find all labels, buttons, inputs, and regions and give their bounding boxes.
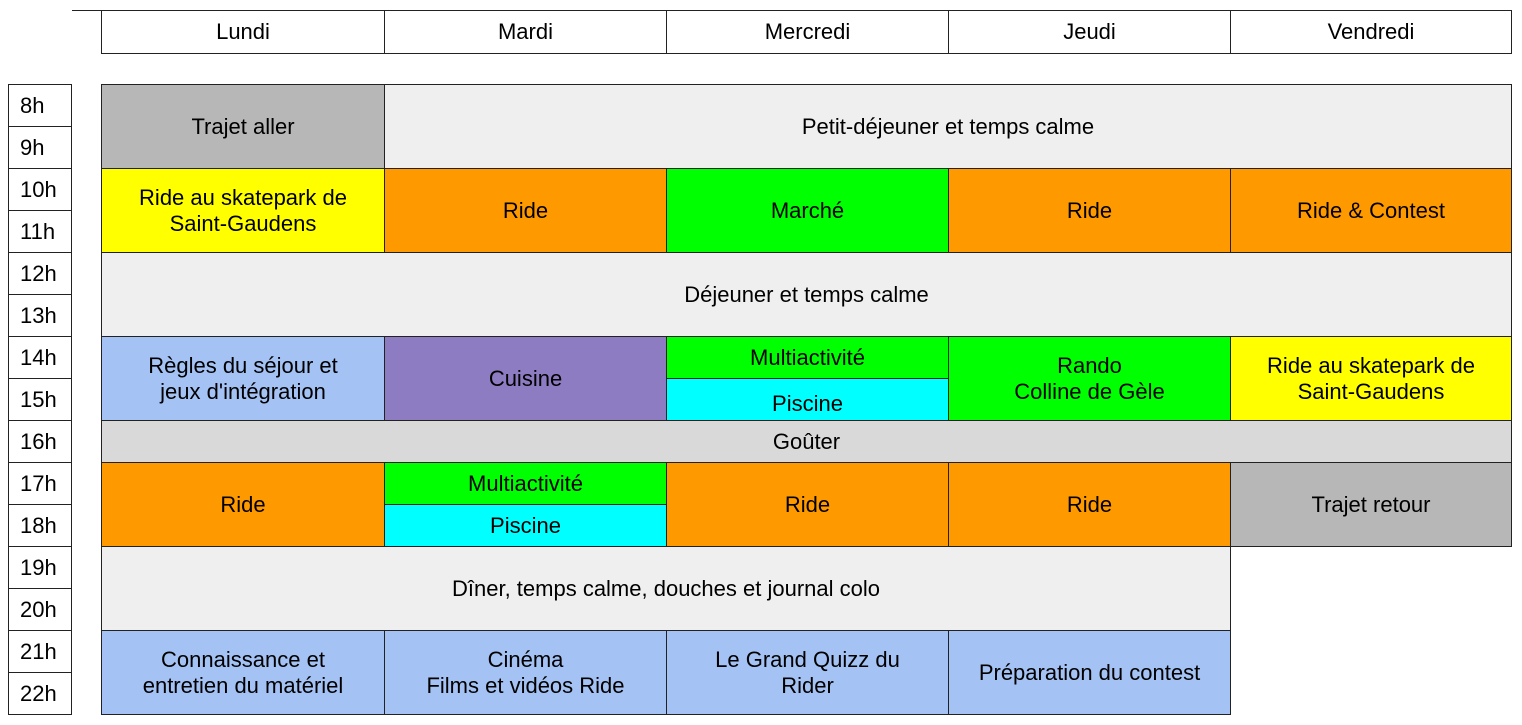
hour-label: 18h xyxy=(8,504,72,547)
activity-petit-dejeuner: Petit-déjeuner et temps calme xyxy=(384,84,1512,169)
hour-label: 12h xyxy=(8,252,72,295)
day-header-jeudi: Jeudi xyxy=(948,10,1231,54)
activity-mercredi-morning: Marché xyxy=(666,168,949,253)
activity-lundi-afternoon: Règles du séjour et jeux d'intégration xyxy=(101,336,385,421)
hour-label: 15h xyxy=(8,378,72,421)
day-header-lundi: Lundi xyxy=(101,10,385,54)
hour-label: 19h xyxy=(8,546,72,589)
activity-vendredi-late: Trajet retour xyxy=(1230,462,1512,547)
activity-gouter: Goûter xyxy=(101,420,1512,463)
activity-jeudi-evening: Préparation du contest xyxy=(948,630,1231,715)
hour-label: 21h xyxy=(8,630,72,673)
activity-vendredi-morning: Ride & Contest xyxy=(1230,168,1512,253)
activity-jeudi-morning: Ride xyxy=(948,168,1231,253)
day-header-mercredi: Mercredi xyxy=(666,10,949,54)
activity-jeudi-late: Ride xyxy=(948,462,1231,547)
hour-label: 13h xyxy=(8,294,72,337)
activity-mercredi-late: Ride xyxy=(666,462,949,547)
activity-diner: Dîner, temps calme, douches et journal colo xyxy=(101,546,1231,631)
activity-mardi-afternoon: Cuisine xyxy=(384,336,667,421)
hour-label: 14h xyxy=(8,336,72,379)
hour-label: 8h xyxy=(8,84,72,127)
day-header-vendredi: Vendredi xyxy=(1230,10,1512,54)
hour-label: 10h xyxy=(8,168,72,211)
activity-vendredi-afternoon: Ride au skatepark de Saint-Gaudens xyxy=(1230,336,1512,421)
day-header-mardi: Mardi xyxy=(384,10,667,54)
activity-lundi-late: Ride xyxy=(101,462,385,547)
hour-label: 22h xyxy=(8,672,72,715)
activity-trajet-aller: Trajet aller xyxy=(101,84,385,169)
activity-mardi-evening: Cinéma Films et vidéos Ride xyxy=(384,630,667,715)
activity-lundi-evening: Connaissance et entretien du matériel xyxy=(101,630,385,715)
activity-mardi-late-bottom: Piscine xyxy=(384,504,667,547)
activity-mercredi-afternoon-top: Multiactivité xyxy=(666,336,949,379)
activity-mardi-morning: Ride xyxy=(384,168,667,253)
hour-label: 20h xyxy=(8,588,72,631)
activity-dejeuner: Déjeuner et temps calme xyxy=(101,252,1512,337)
hour-label: 17h xyxy=(8,462,72,505)
activity-lundi-morning: Ride au skatepark de Saint-Gaudens xyxy=(101,168,385,253)
hour-label: 11h xyxy=(8,210,72,253)
hour-label: 16h xyxy=(8,420,72,463)
activity-mardi-late-top: Multiactivité xyxy=(384,462,667,505)
activity-mercredi-afternoon-bottom: Piscine xyxy=(666,378,949,421)
time-column-frame-bottom xyxy=(8,10,72,84)
activity-jeudi-afternoon: Rando Colline de Gèle xyxy=(948,336,1231,421)
hour-label: 9h xyxy=(8,126,72,169)
activity-mercredi-evening: Le Grand Quizz du Rider xyxy=(666,630,949,715)
